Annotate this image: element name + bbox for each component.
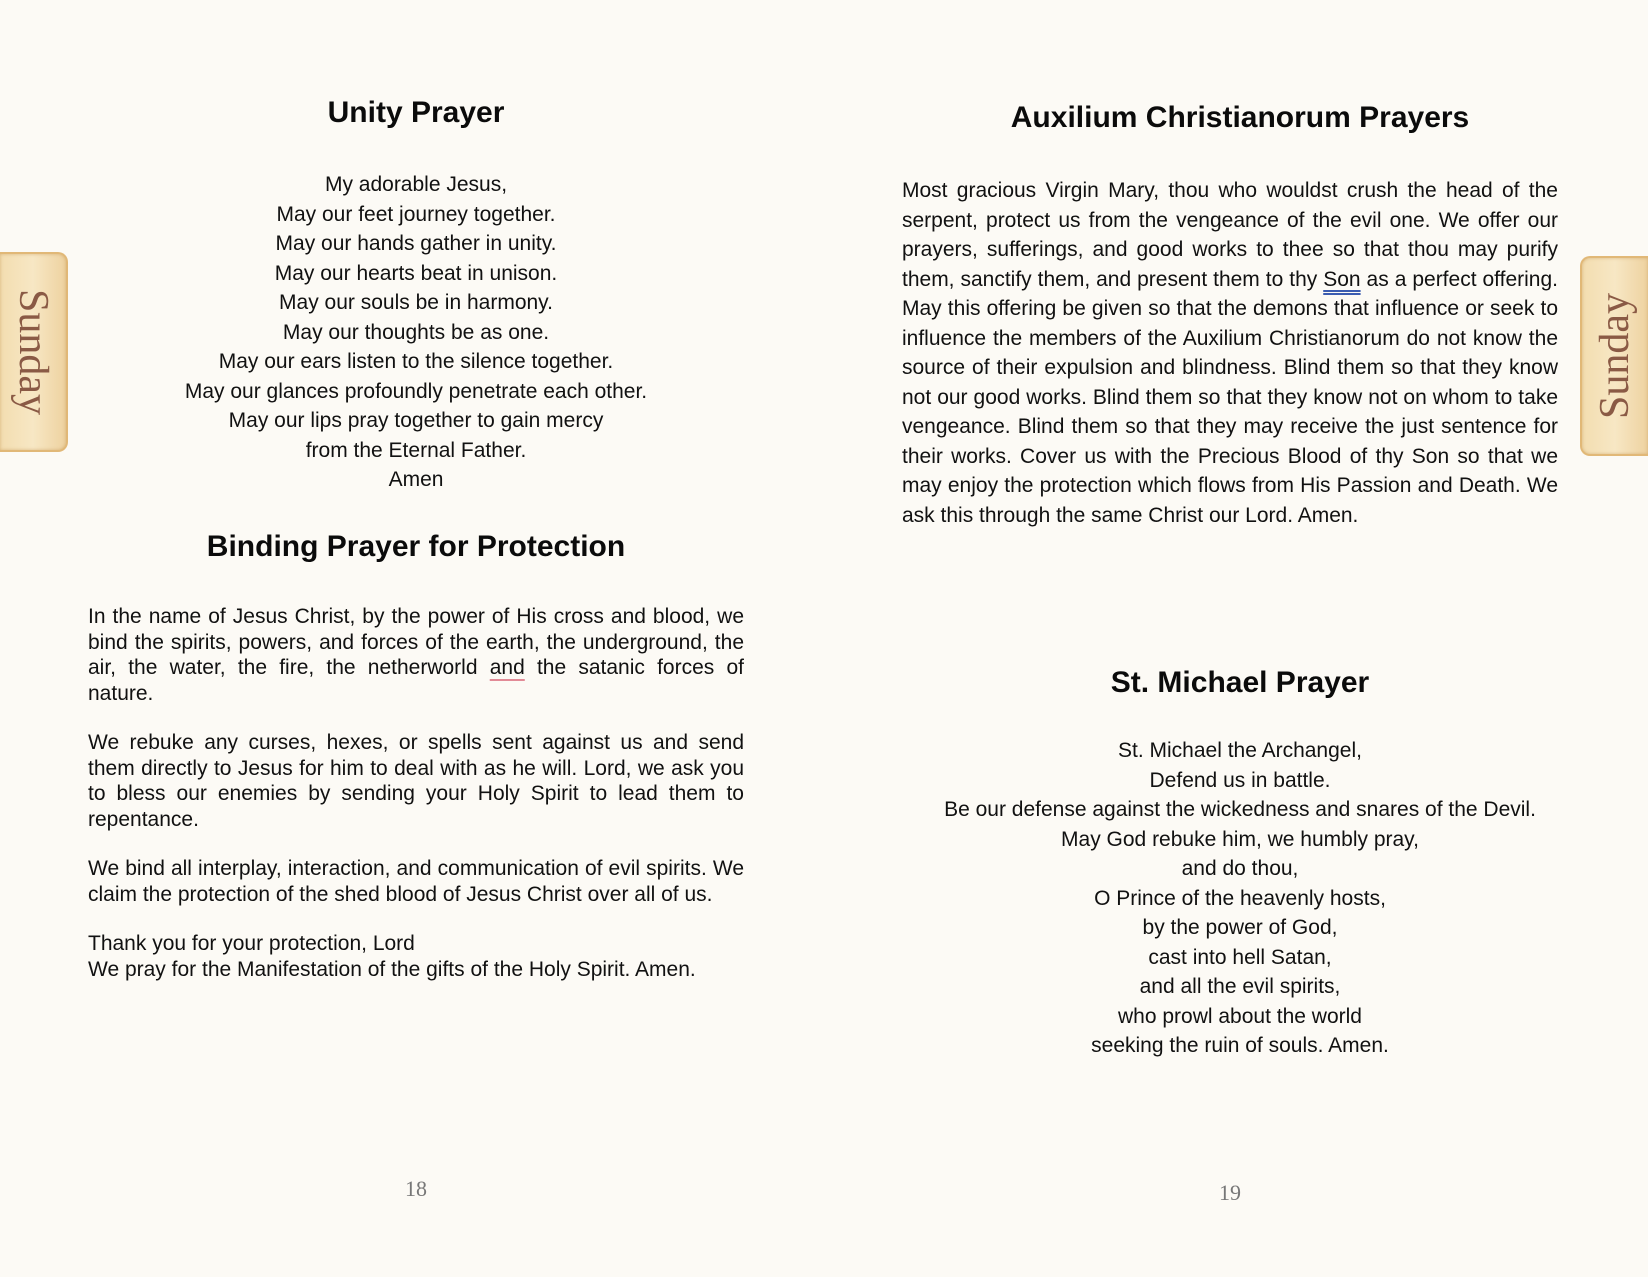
binding-prayer-title: Binding Prayer for Protection: [206, 530, 626, 563]
prayer-line: May our lips pray together to gain mercy: [228, 409, 604, 432]
prayer-line: My adorable Jesus,: [324, 173, 508, 196]
st-michael-prayer-body: [900, 736, 1580, 1061]
auxilium-prayer-title: Auxilium Christianorum Prayers: [1010, 101, 1470, 134]
binding-paragraph-3: We bind all interplay, interaction, and communication of evil spirits. We claim the protection of the shed blood of Jesus Christ over all of us.: [88, 857, 744, 906]
page-number: 19: [1219, 1180, 1241, 1205]
section-tab-sunday-right[interactable]: [1580, 256, 1648, 456]
prayer-line: Amen: [388, 468, 444, 491]
prayer-line: May our ears listen to the silence together.: [218, 350, 614, 373]
binding-paragraph-4: Thank you for your protection, Lord We pray for the Manifestation of the gifts of the Holy Spirit. Amen.: [88, 932, 696, 981]
prayer-line: St. Michael the Archangel,: [1118, 739, 1362, 762]
prayer-line: seeking the ruin of souls. Amen.: [1091, 1034, 1389, 1057]
prayer-line: May our glances profoundly penetrate each other.: [184, 379, 648, 403]
prayer-line: cast into hell Satan,: [1148, 945, 1332, 969]
prayer-line: May our souls be in harmony.: [279, 291, 553, 314]
prayer-line: who prowl about the world: [1118, 1004, 1362, 1028]
prayer-line: May God rebuke him, we humbly pray,: [1061, 827, 1419, 851]
prayer-line: by the power of God,: [1142, 916, 1338, 939]
binding-paragraph-2: We rebuke any curses, hexes, or spells sent against us and send them directly to Jesus for him to deal with as he will. Lord, we ask you to bless our enemies by sending your Holy Spirit to lead them to repentance.: [88, 731, 744, 831]
section-tab-sunday-left[interactable]: [0, 252, 68, 452]
prayer-line: May our hearts beat in unison.: [274, 261, 558, 285]
tab-label: Sunday: [1592, 293, 1638, 419]
prayer-line: from the Eternal Father.: [305, 438, 527, 462]
tab-label: Sunday: [10, 289, 56, 415]
prayer-line: May our thoughts be as one.: [282, 320, 550, 344]
unity-prayer-title: Unity Prayer: [327, 96, 505, 129]
prayer-line: and all the evil spirits,: [1139, 975, 1341, 998]
right-page: [824, 0, 1648, 1277]
prayer-line: May our hands gather in unity.: [275, 232, 557, 255]
unity-prayer-body: [116, 170, 716, 495]
st-michael-prayer-title: St. Michael Prayer: [1110, 666, 1370, 699]
prayer-line: and do thou,: [1181, 857, 1299, 880]
spellcheck-flagged-word: and: [489, 656, 525, 679]
grammar-flagged-word: Son: [1323, 267, 1361, 291]
auxilium-prayer-body: Most gracious Virgin Mary, thou who wouldst crush the head of the serpent, protect us from the vengeance of the evil one. We offer our prayers, sufferings, and good works to thee so that thou may purify them, sanctify them, and present them to thy Son as a perfect offering. May this offering be given so that the demons that influence or seek to influence the members of the Auxilium Christianorum do not know the source of their expulsion and blindness. Blind them so that they know not our good works. Blind them so that they know not on whom to take vengeance. Blind them so that they may receive the just sentence for their works. Cover us with the Precious Blood of thy Son so that we may enjoy the protection which flows from His Passion and Death. We ask this through the same Christ our Lord. Amen.: [902, 179, 1558, 527]
page-number: 18: [405, 1176, 427, 1201]
prayer-line: Be our defense against the wickedness and snares of the Devil.: [944, 798, 1536, 821]
prayer-line: May our feet journey together.: [276, 202, 556, 226]
binding-prayer-body: [88, 604, 744, 1006]
prayer-line: O Prince of the heavenly hosts,: [1094, 886, 1386, 910]
binding-paragraph-1: In the name of Jesus Christ, by the power of His cross and blood, we bind the spirits, powers, and forces of the earth, the underground, the air, the water, the fire, the netherworld and the satanic forces of nature.: [88, 605, 744, 705]
prayer-line: Defend us in battle.: [1149, 768, 1331, 792]
